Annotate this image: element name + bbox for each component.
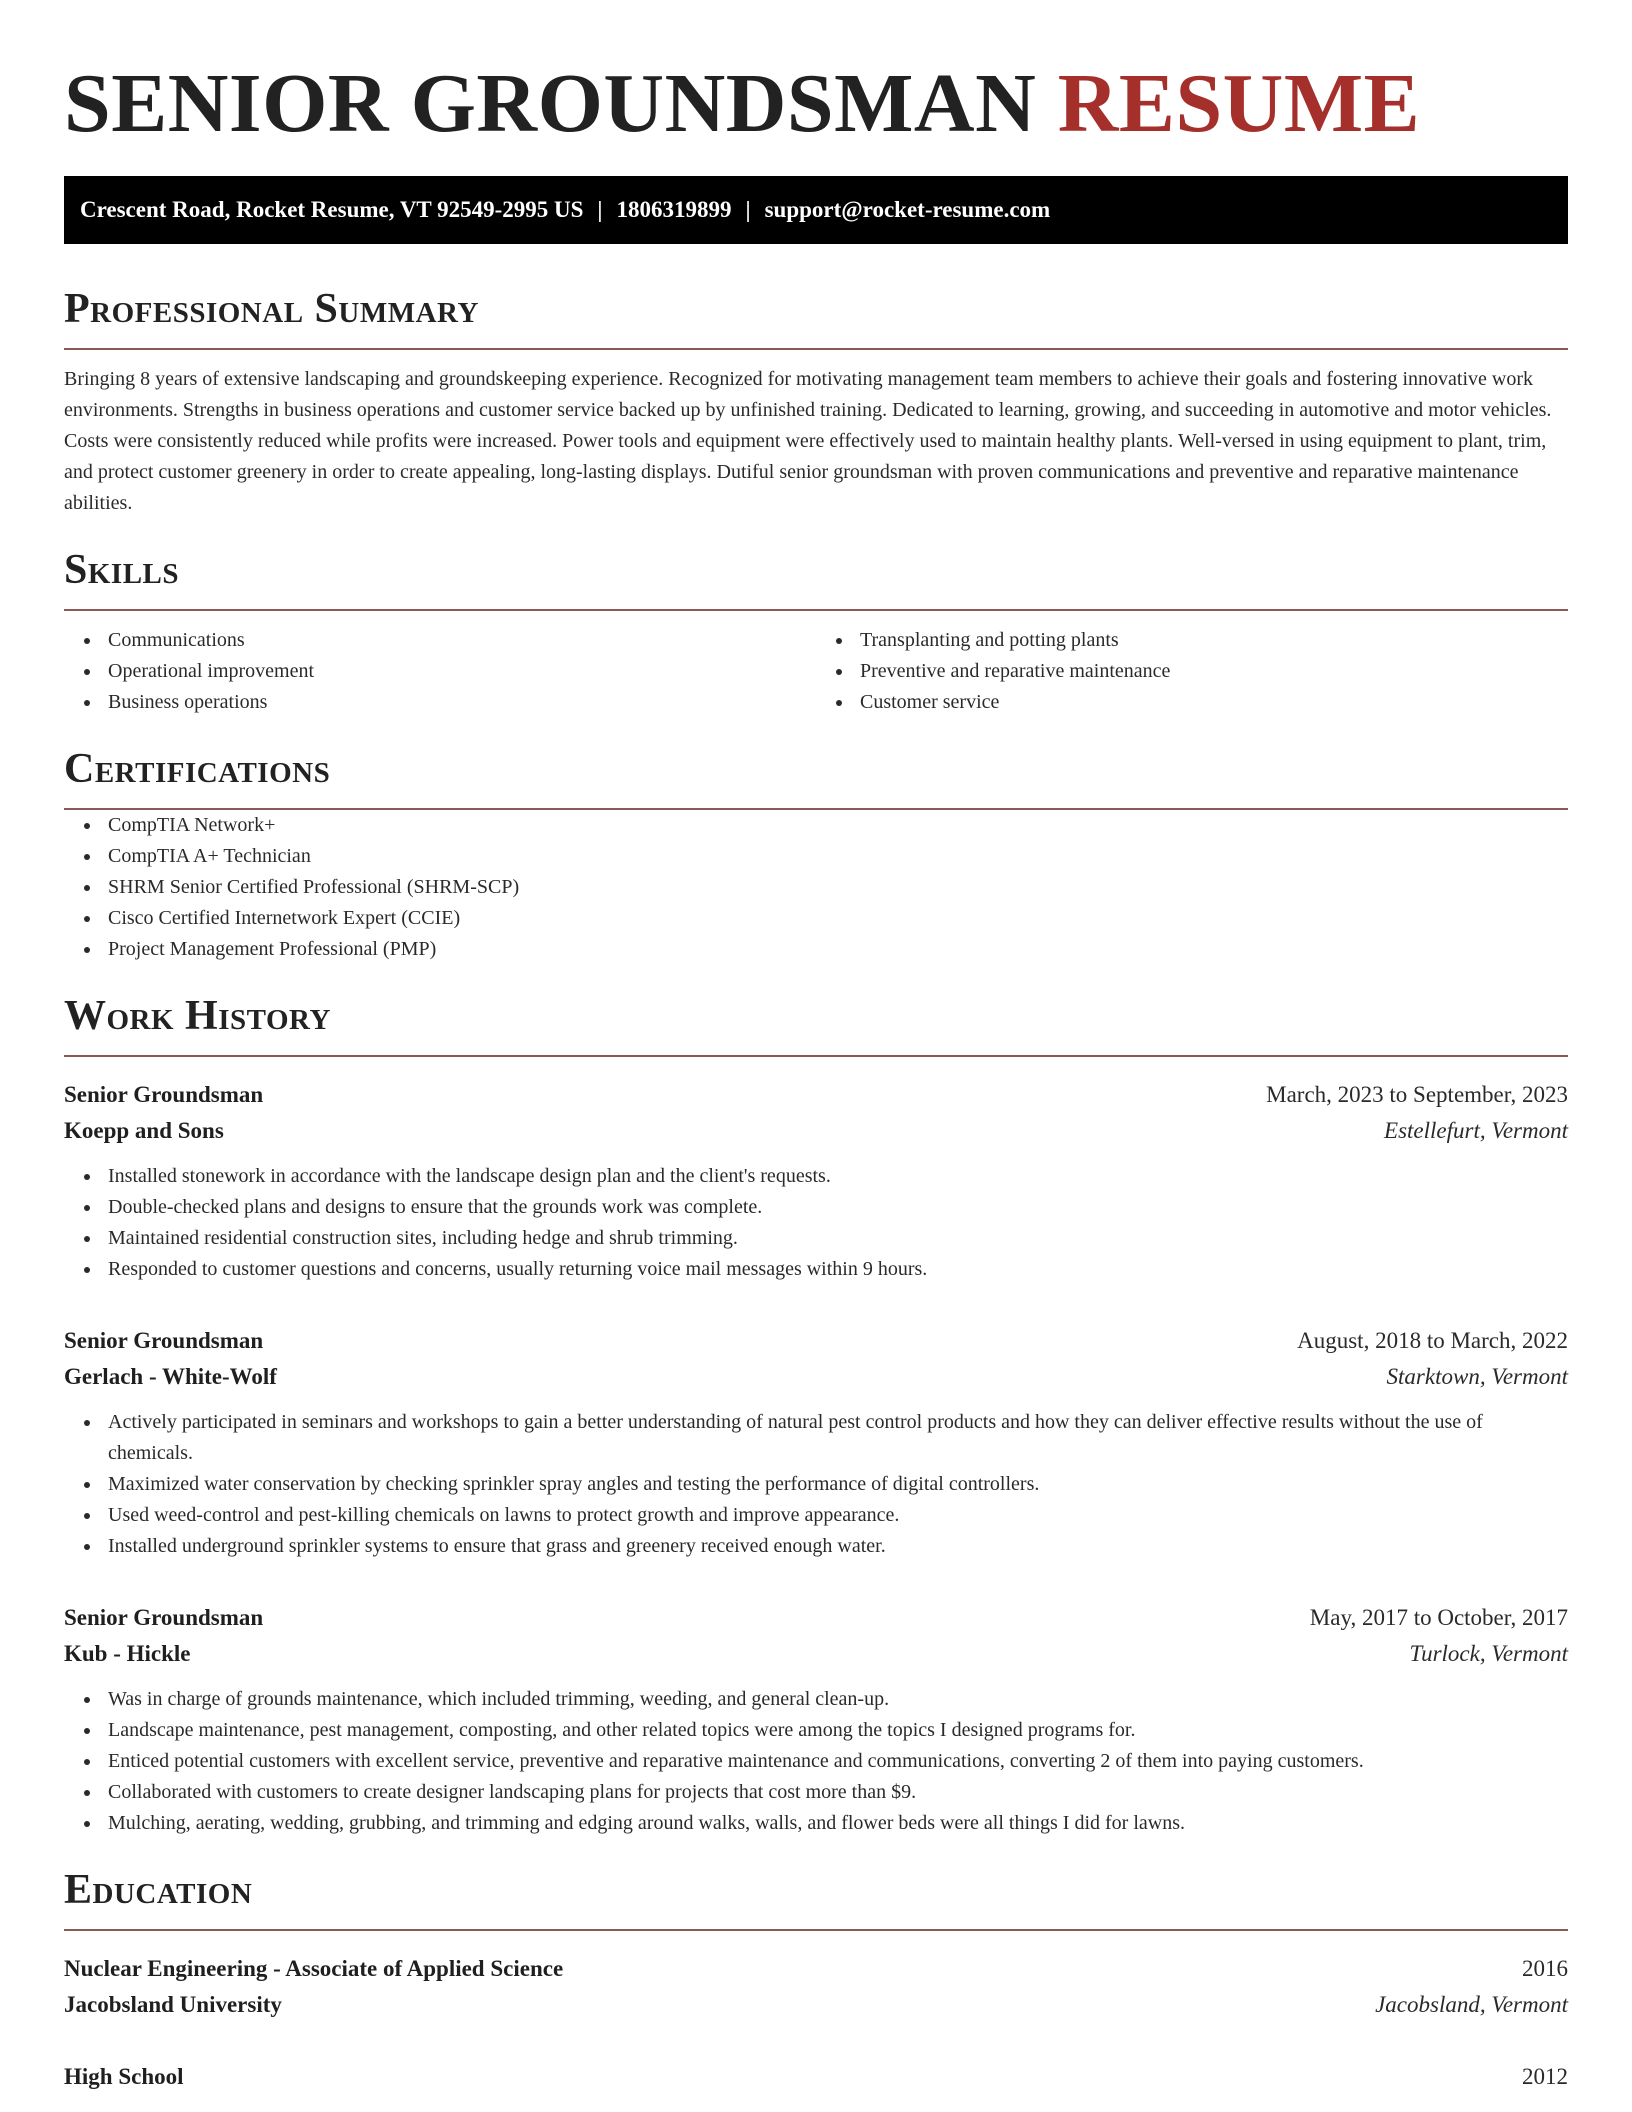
work-history-heading: Work History bbox=[64, 993, 331, 1039]
job-title: Senior Groundsman bbox=[64, 1328, 264, 1353]
job-title: Senior Groundsman bbox=[64, 1605, 264, 1630]
job-duties bbox=[64, 1161, 1568, 1285]
education-school: Jacobsland University bbox=[64, 1992, 282, 2017]
skills-column-right bbox=[816, 625, 1568, 718]
education-location: Jacobsland, Vermont bbox=[1375, 1992, 1568, 2017]
education-degree: High School bbox=[64, 2064, 184, 2089]
contact-address: Crescent Road, Rocket Resume, VT 92549-2995 US bbox=[80, 197, 584, 222]
skill-item: Business operations bbox=[64, 687, 816, 718]
job-header-row bbox=[64, 1323, 1568, 1359]
education-section bbox=[64, 1865, 1568, 2095]
job-location: Estellefurt, Vermont bbox=[1384, 1118, 1568, 1143]
job-duty: Was in charge of grounds maintenance, which included trimming, weeding, and general clean-up. bbox=[64, 1684, 1568, 1715]
job-dates: May, 2017 to October, 2017 bbox=[1309, 1605, 1568, 1630]
job-duty: Mulching, aerating, wedding, grubbing, and trimming and edging around walks, walls, and flower beds were all things I did for lawns. bbox=[64, 1808, 1568, 1839]
skills-heading: Skills bbox=[64, 547, 180, 593]
contact-bar bbox=[64, 176, 1568, 244]
skill-item: Transplanting and potting plants bbox=[816, 625, 1568, 656]
job-dates: August, 2018 to March, 2022 bbox=[1297, 1328, 1568, 1353]
certifications-section bbox=[64, 744, 1568, 965]
section-divider bbox=[64, 609, 1568, 611]
skills-grid bbox=[64, 625, 1568, 718]
job-duty: Used weed-control and pest-killing chemicals on lawns to protect growth and improve appearance. bbox=[64, 1500, 1568, 1531]
skill-item: Communications bbox=[64, 625, 816, 656]
contact-separator: | bbox=[597, 197, 603, 222]
section-divider bbox=[64, 1055, 1568, 1057]
job-company-row bbox=[64, 1636, 1568, 1672]
skills-column-left bbox=[64, 625, 816, 718]
job-duties bbox=[64, 1407, 1568, 1562]
education-year: 2016 bbox=[1522, 1956, 1568, 1981]
section-divider bbox=[64, 348, 1568, 350]
job-duty: Responded to customer questions and concerns, usually returning voice mail messages within 9 hours. bbox=[64, 1254, 1568, 1285]
education-degree-row bbox=[64, 1951, 1568, 1987]
certification-item: Project Management Professional (PMP) bbox=[64, 934, 1568, 965]
certification-item: SHRM Senior Certified Professional (SHRM-SCP) bbox=[64, 872, 1568, 903]
certifications-list bbox=[64, 810, 1568, 965]
job-entry bbox=[64, 1323, 1568, 1562]
title-main: SENIOR GROUNDSMAN bbox=[64, 57, 1037, 150]
certification-item: Cisco Certified Internetwork Expert (CCIE) bbox=[64, 903, 1568, 934]
summary-section bbox=[64, 284, 1568, 519]
job-duty: Collaborated with customers to create designer landscaping plans for projects that cost more than $9. bbox=[64, 1777, 1568, 1808]
education-entry bbox=[64, 1951, 1568, 2023]
work-history-section bbox=[64, 991, 1568, 1839]
title-accent: RESUME bbox=[1057, 57, 1421, 150]
section-divider bbox=[64, 1929, 1568, 1931]
contact-separator: | bbox=[745, 197, 751, 222]
job-header-row bbox=[64, 1600, 1568, 1636]
job-duty: Actively participated in seminars and workshops to gain a better understanding of natural pest control products and how they can deliver effective results without the use of chemicals. bbox=[64, 1407, 1568, 1469]
job-company: Koepp and Sons bbox=[64, 1118, 224, 1143]
certification-item: CompTIA A+ Technician bbox=[64, 841, 1568, 872]
certifications-heading: Certifications bbox=[64, 746, 331, 792]
contact-phone[interactable]: 1806319899 bbox=[616, 197, 732, 222]
job-location: Starktown, Vermont bbox=[1386, 1364, 1568, 1389]
skill-item: Preventive and reparative maintenance bbox=[816, 656, 1568, 687]
education-year: 2012 bbox=[1522, 2064, 1568, 2089]
education-degree-row bbox=[64, 2059, 1568, 2095]
skill-item: Customer service bbox=[816, 687, 1568, 718]
job-location: Turlock, Vermont bbox=[1409, 1641, 1568, 1666]
job-company-row bbox=[64, 1113, 1568, 1149]
education-heading: Education bbox=[64, 1867, 253, 1913]
education-degree: Nuclear Engineering - Associate of Applied Science bbox=[64, 1956, 564, 1981]
job-header-row bbox=[64, 1077, 1568, 1113]
education-school-row bbox=[64, 1987, 1568, 2023]
summary-heading: Professional Summary bbox=[64, 286, 479, 332]
job-company: Gerlach - White-Wolf bbox=[64, 1364, 277, 1389]
summary-text: Bringing 8 years of extensive landscaping and groundskeeping experience. Recognized for motivating management team members to achieve their goals and fostering innovative work environments. Strengths in business operations and customer service backed up by unfinished training. Dedicated to learning, growing, and succeeding in automotive and motor vehicles. Costs were consistently reduced while profits were increased. Power tools and equipment were effectively used to maintain healthy plants. Well-versed in using equipment to plant, trim, and protect customer greenery in order to create appealing, long-lasting displays. Dutiful senior groundsman with proven communications and preventive and reparative maintenance abilities. bbox=[64, 368, 1552, 514]
job-dates: March, 2023 to September, 2023 bbox=[1266, 1082, 1568, 1107]
job-title: Senior Groundsman bbox=[64, 1082, 264, 1107]
job-company: Kub - Hickle bbox=[64, 1641, 191, 1666]
job-duty: Enticed potential customers with excellent service, preventive and reparative maintenance and communications, converting 2 of them into paying customers. bbox=[64, 1746, 1568, 1777]
certification-item: CompTIA Network+ bbox=[64, 810, 1568, 841]
skill-item: Operational improvement bbox=[64, 656, 816, 687]
resume-title bbox=[64, 0, 1568, 152]
job-company-row bbox=[64, 1359, 1568, 1395]
job-duty: Installed underground sprinkler systems to ensure that grass and greenery received enough water. bbox=[64, 1531, 1568, 1562]
job-entry bbox=[64, 1077, 1568, 1285]
job-duty: Double-checked plans and designs to ensure that the grounds work was complete. bbox=[64, 1192, 1568, 1223]
job-duty: Installed stonework in accordance with the landscape design plan and the client's requests. bbox=[64, 1161, 1568, 1192]
job-duty: Maintained residential construction sites, including hedge and shrub trimming. bbox=[64, 1223, 1568, 1254]
skills-section bbox=[64, 545, 1568, 718]
education-entry bbox=[64, 2059, 1568, 2095]
job-duty: Maximized water conservation by checking sprinkler spray angles and testing the performance of digital controllers. bbox=[64, 1469, 1568, 1500]
job-duties bbox=[64, 1684, 1568, 1839]
job-duty: Landscape maintenance, pest management, composting, and other related topics were among the topics I designed programs for. bbox=[64, 1715, 1568, 1746]
contact-email[interactable]: support@rocket-resume.com bbox=[764, 197, 1051, 222]
job-entry bbox=[64, 1600, 1568, 1839]
